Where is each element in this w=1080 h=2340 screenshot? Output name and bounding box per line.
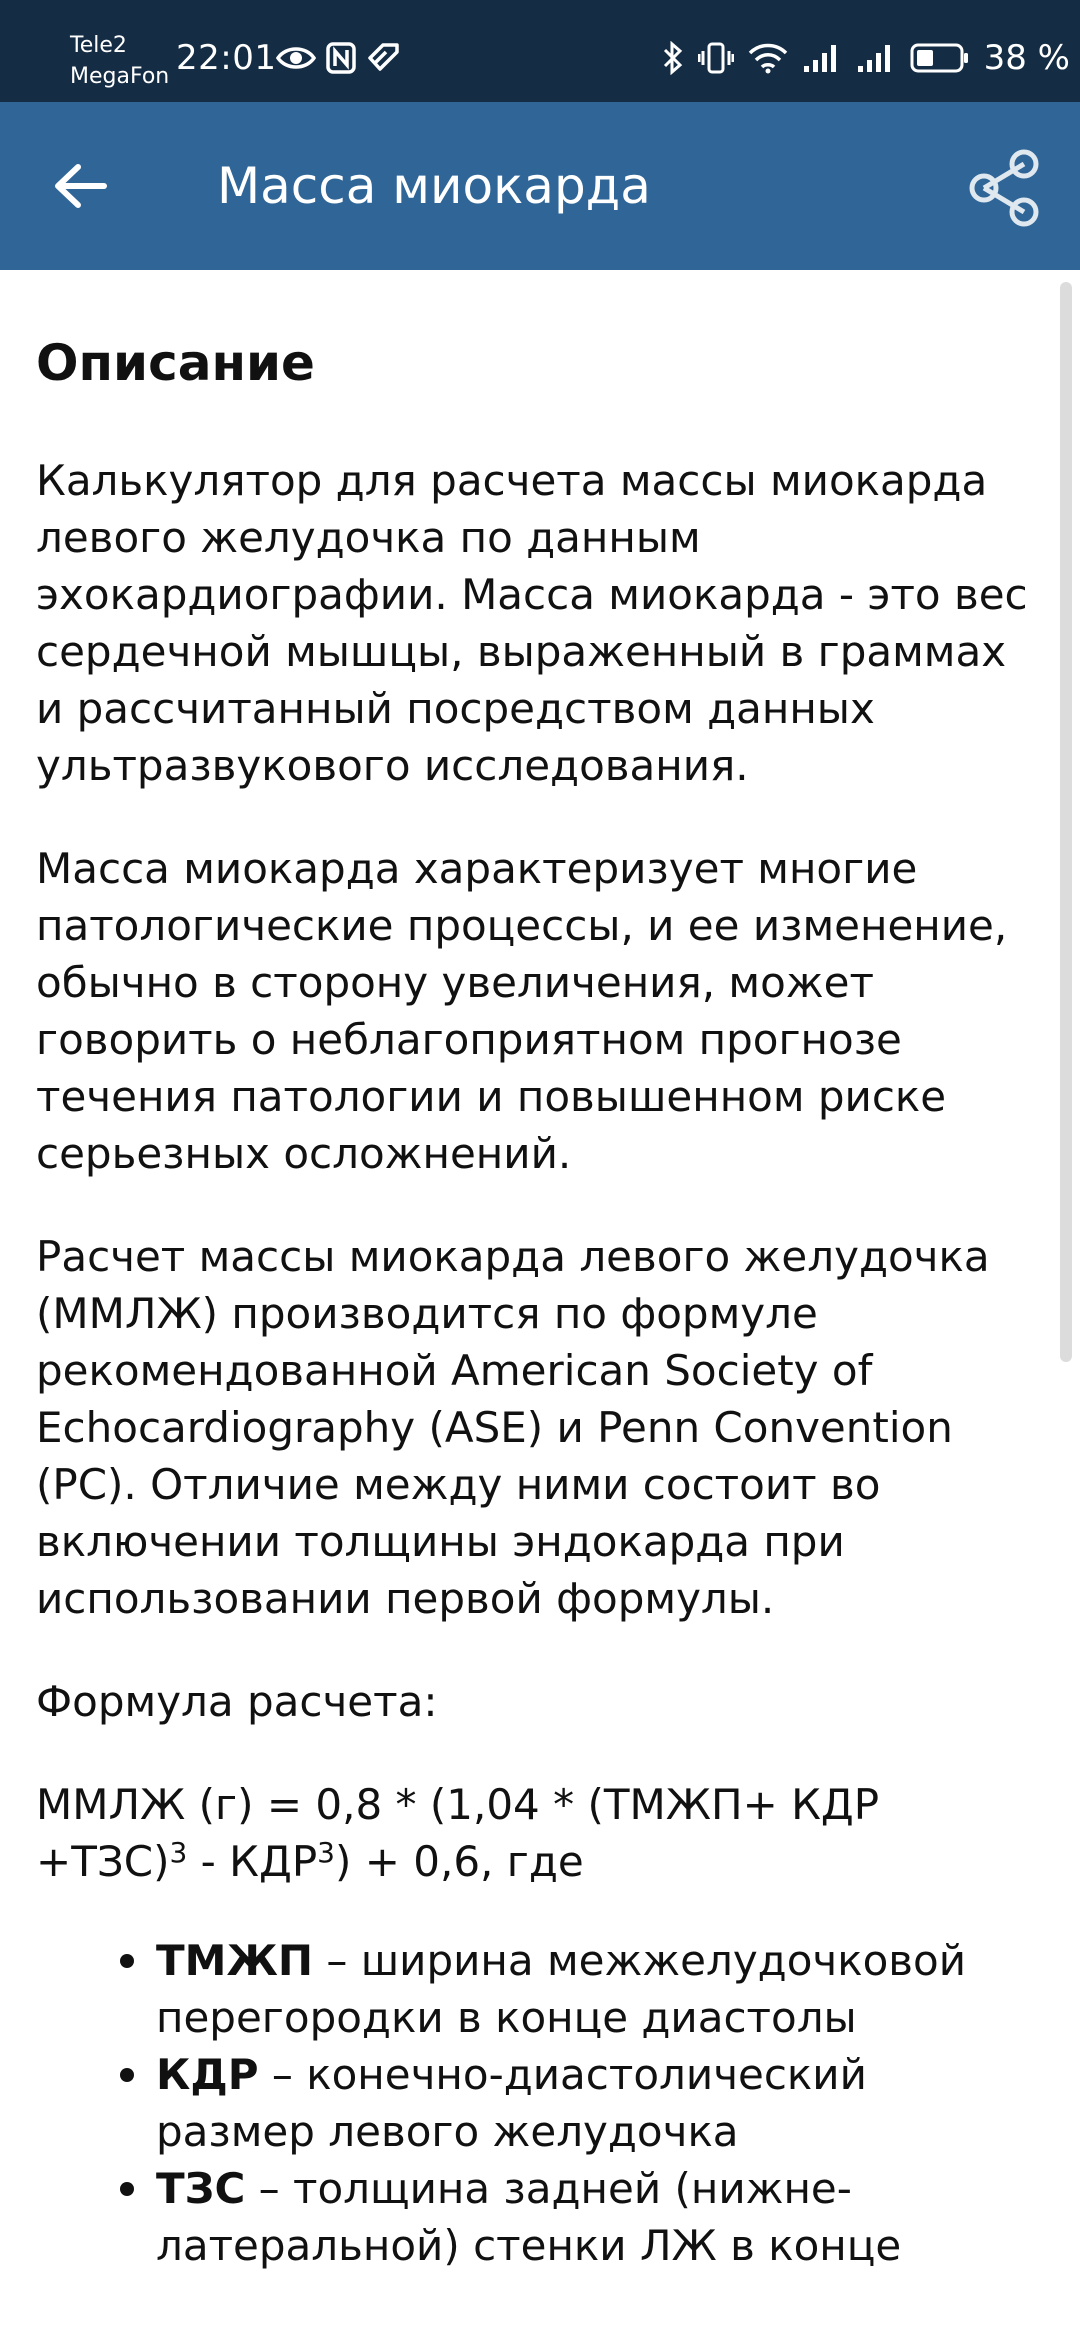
- variable-list: [36, 1932, 1036, 2274]
- formula-exponent-2: 3: [317, 1836, 335, 1869]
- paragraph-significance: Масса миокарда характеризует многие патологические процессы, и ее изменение, обычно в сторону увеличения, может говорить о неблагоприятном прогнозе течения патологии и повышенном риске серьезных осложнений.: [36, 844, 1008, 1178]
- share-button[interactable]: [958, 142, 1050, 234]
- scrollbar[interactable]: [1060, 282, 1072, 1362]
- description-content: [36, 330, 1036, 2274]
- list-item: [156, 2160, 1036, 2274]
- term-description: – толщина задней (нижне-латеральной) стенки ЛЖ в конце: [156, 2164, 902, 2270]
- formula-part-1: ММЛЖ (г) = 0,8 * (1,04 * (ТМЖП+ КДР +ТЗС): [36, 1780, 880, 1886]
- section-title: Описание: [36, 334, 315, 392]
- term: ТМЖП: [156, 1936, 314, 1985]
- status-bar: [0, 0, 1080, 102]
- paragraph-method: Расчет массы миокарда левого желудочка (ММЛЖ) производится по формуле рекомендованной American Society of Echocardiography (ASE) и Penn Convention (PC). Отличие между ними состоит во включении толщины эндокарда при использовании первой формулы.: [36, 1232, 990, 1623]
- share-icon: [966, 148, 1042, 228]
- battery-percentage: 38 %: [983, 38, 1070, 78]
- tag-icon: [366, 42, 400, 74]
- term-description: – ширина межжелудочковой перегородки в конце диастолы: [156, 1936, 967, 2042]
- status-icons-right: [662, 36, 1070, 80]
- page-title: Масса миокарда: [217, 157, 651, 215]
- status-icons-left: [276, 40, 400, 76]
- back-button[interactable]: [40, 146, 120, 226]
- bullet-icon: [120, 2068, 134, 2082]
- clock: 22:01: [176, 38, 277, 78]
- carrier-names: [70, 30, 169, 92]
- paragraph-intro: Калькулятор для расчета массы миокарда левого желудочка по данным эхокардиографии. Масса миокарда - это вес сердечной мышцы, выраженный в граммах и рассчитанный посредством данных ультразвукового исследования.: [36, 456, 1028, 790]
- formula-part-2: - КДР: [187, 1837, 318, 1886]
- formula-exponent-1: 3: [169, 1836, 188, 1869]
- nfc-icon: [326, 42, 356, 74]
- bullet-icon: [120, 1954, 134, 1968]
- list-item: [156, 1932, 1036, 2046]
- bluetooth-icon: [662, 41, 684, 75]
- eye-icon: [276, 44, 316, 72]
- list-item: [156, 2046, 1036, 2160]
- carrier-1: Tele2: [70, 33, 127, 58]
- battery-icon: [910, 42, 970, 74]
- signal-icon: [802, 43, 842, 73]
- formula: [36, 1776, 1036, 1890]
- bullet-icon: [120, 2182, 134, 2196]
- carrier-2: MegaFon: [70, 64, 170, 89]
- signal-icon: [856, 43, 896, 73]
- term: КДР: [156, 2050, 259, 2099]
- term: ТЗС: [156, 2164, 246, 2213]
- formula-part-3: ) + 0,6, где: [334, 1837, 584, 1886]
- vibrate-icon: [698, 41, 734, 75]
- app-bar: [0, 102, 1080, 270]
- arrow-left-icon: [52, 162, 108, 210]
- wifi-icon: [748, 42, 788, 74]
- formula-label: Формула расчета:: [36, 1677, 438, 1726]
- term-description: – конечно-диастолический размер левого желудочка: [156, 2050, 867, 2156]
